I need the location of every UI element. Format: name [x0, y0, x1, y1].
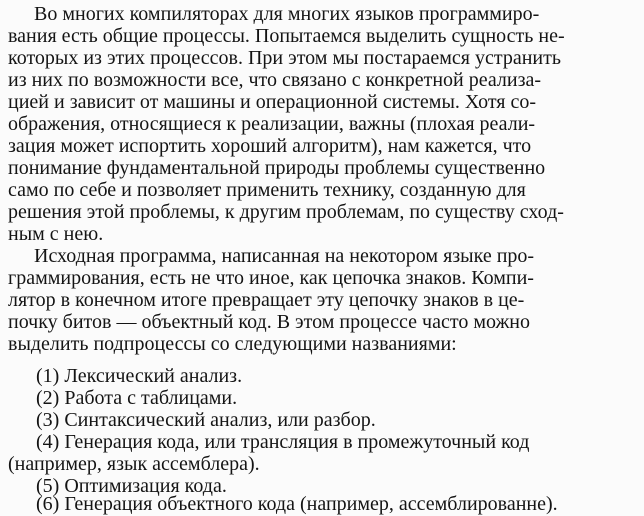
paragraph-1-line-1: Во многих компиляторах для многих языков программиро-: [34, 3, 540, 25]
paragraph-1-line-7: зация может испортить хороший алгоритм), нам кажется, что: [8, 135, 532, 157]
paragraph-2-line-1: Исходная программа, написанная на некотором языке про-: [34, 245, 535, 267]
paragraph-2-line-3: лятор в конечном итоге превращает эту цепочку знаков в це-: [8, 289, 525, 311]
paragraph-2-line-5: выделить подпроцессы со следующими названиями:: [8, 333, 457, 355]
paragraph-1-line-6: ображения, относящиеся к реализации, важны (плохая реали-: [8, 113, 536, 135]
list-item-2: (2) Работа с таблицами.: [36, 387, 238, 409]
list-item-5: (5) Оптимизация кода.: [36, 475, 227, 497]
paragraph-1-line-8: понимание фундаментальной природы проблемы существенно: [8, 157, 546, 179]
list-item-1: (1) Лексический анализ.: [36, 365, 243, 387]
paragraph-1-line-3: которых из этих процессов. При этом мы постараемся устранить: [8, 47, 561, 69]
paragraph-2-line-4: почку битов — объектный код. В этом процессе часто можно: [8, 311, 531, 333]
paragraph-1-line-11: ным с нею.: [8, 223, 104, 245]
paragraph-1-line-9: само по себе и позволяет применить технику, созданную для: [8, 179, 526, 201]
paragraph-1-line-2: вания есть общие процессы. Попытаемся выделить сущность не-: [8, 25, 565, 47]
paragraph-1-line-10: решения этой проблемы, к другим проблемам, по существу сход-: [8, 201, 564, 223]
paragraph-1-line-5: цией и зависит от машины и операционной системы. Хотя со-: [8, 91, 537, 113]
list-item-6: (6) Генерация объектного кода (например, ассемблированне).: [36, 493, 558, 515]
list-item-4-continuation: (например, язык ассемблера).: [8, 453, 260, 475]
paragraph-1-line-4: из них по возможности все, что связано с конкретной реализа-: [8, 69, 542, 91]
list-item-4: (4) Генерация кода, или трансляция в промежуточный код: [36, 431, 530, 453]
paragraph-2-line-2: граммирования, есть не что иное, как цепочка знаков. Компи-: [8, 267, 534, 289]
list-item-3: (3) Синтаксический анализ, или разбор.: [36, 409, 376, 431]
